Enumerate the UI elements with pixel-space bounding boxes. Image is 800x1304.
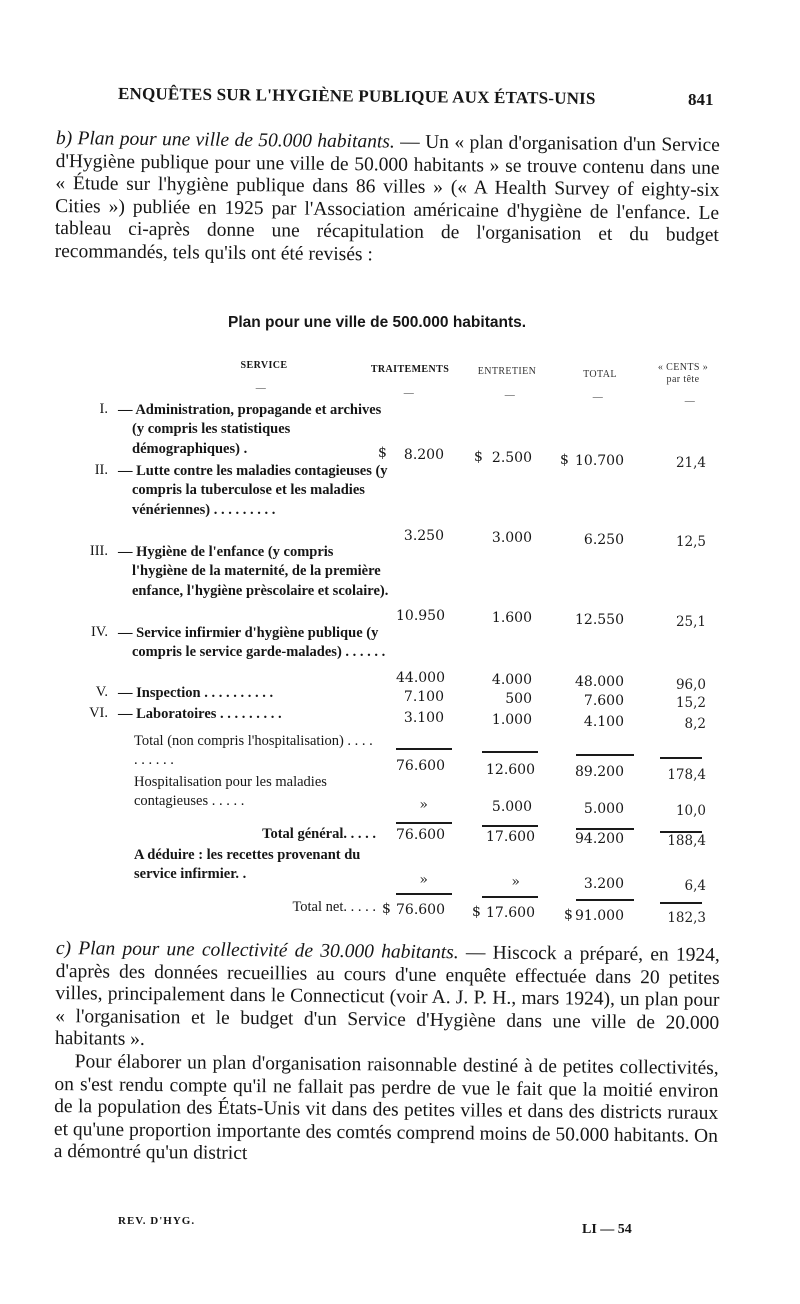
cents-value: 182,3 xyxy=(667,910,706,926)
table-title: Plan pour une ville de 500.000 habitants. xyxy=(228,314,527,331)
paragraph-c-body: — Hiscock a préparé, en 1924, d'après des données recueillies au cours d'une enquête effectuée dans 20 petites villes, principalement dans le Connecticut (voir A. J. P. H., mars 1924), un plan pour « l'organisation et le budget d'un Service d'Hygiène dans une ville de 20.000 habitants ». xyxy=(54,942,720,1051)
row-number: III. xyxy=(89,543,108,559)
sum-rule xyxy=(482,751,538,753)
total-value: 5.000 xyxy=(583,801,624,817)
total-value: 4.100 xyxy=(583,714,624,730)
traitements-value: » xyxy=(419,797,428,813)
cents-value: 96,0 xyxy=(675,677,706,693)
col-dash-total: — xyxy=(592,392,604,403)
entretien-value: 17.600 xyxy=(486,829,535,845)
entretien-value: 500 xyxy=(505,691,532,707)
entretien-value: 12.600 xyxy=(486,762,535,778)
traitements-value: 76.600 xyxy=(396,827,445,843)
row-label: Total (non compris l'hospitalisation) . . . . . . . . . . xyxy=(134,733,373,769)
total-value: 91.000 xyxy=(575,908,624,924)
sum-rule xyxy=(396,893,452,895)
page-number: 841 xyxy=(688,90,714,109)
col-dash-cents: — xyxy=(684,396,696,407)
col-dash-entretien: — xyxy=(504,390,516,401)
total-value: 3.200 xyxy=(583,876,624,892)
paragraph-c xyxy=(54,938,720,1171)
entretien-value: 1.600 xyxy=(491,610,532,626)
row-number: V. xyxy=(95,684,108,700)
row-number: II. xyxy=(94,462,108,478)
traitements-value: 10.950 xyxy=(396,608,445,624)
col-header-entretien: ENTRETIEN xyxy=(477,366,537,377)
col-header-total: TOTAL xyxy=(583,369,617,380)
entretien-value: 2.500 xyxy=(491,450,532,466)
total-value: 12.550 xyxy=(575,612,624,628)
traitements-value: 8.200 xyxy=(403,447,444,463)
dollar-sign: $ xyxy=(378,445,387,461)
row-label: Total général. . . . . xyxy=(262,826,376,842)
entretien-value: 3.000 xyxy=(491,530,532,546)
row-label: — Inspection . . . . . . . . . . xyxy=(118,685,274,701)
total-value: 7.600 xyxy=(583,693,624,709)
sum-rule xyxy=(576,828,634,830)
dollar-sign: $ xyxy=(382,901,391,917)
dollar-sign: $ xyxy=(474,449,483,465)
col-header-cents xyxy=(640,362,726,386)
col-header-service: SERVICE xyxy=(240,360,288,371)
total-value: 6.250 xyxy=(583,532,624,548)
entretien-value: 17.600 xyxy=(486,905,535,921)
sum-rule xyxy=(576,754,634,756)
col-header-cents-line1: « CENTS » xyxy=(657,362,709,373)
dollar-sign: $ xyxy=(472,904,481,920)
dollar-sign: $ xyxy=(564,907,573,923)
col-dash-traitements: — xyxy=(403,388,415,399)
cents-value: 15,2 xyxy=(675,695,706,711)
row-label: — Lutte contre les maladies contagieuses (y compris la tuberculose et les maladies vénériennes) . . . . . . . . . xyxy=(118,463,388,518)
entretien-value: 4.000 xyxy=(491,672,532,688)
paragraph-b-body: — Un « plan d'organisation d'un Service d'Hygiène publique pour une ville de 50.000 habitants » se trouve contenu dans une « Étude sur l'hygiène publique dans 86 villes » (« A Health Survey of eighty-six Cities ») publiée en 1925 par l'Association américaine d'hygiène de l'enfance. Le tableau ci-après donne une récapitulation de l'organisation et du budget recommandés, tels qu'ils ont été revisés : xyxy=(54,131,720,266)
sum-rule xyxy=(482,825,538,827)
col-header-cents-line2: par tête xyxy=(666,374,700,385)
sum-rule xyxy=(396,822,452,824)
row-number: I. xyxy=(99,401,108,417)
cents-value: 10,0 xyxy=(675,803,706,819)
total-value: 10.700 xyxy=(575,453,624,469)
sum-rule xyxy=(482,896,538,898)
total-value: 89.200 xyxy=(575,764,624,780)
col-header-traitements: TRAITEMENTS xyxy=(370,364,450,375)
paragraph-b-heading: b) Plan pour une ville de 50.000 habitants. xyxy=(55,128,395,153)
cents-value: 21,4 xyxy=(675,455,706,471)
row-label: — Administration, propagande et archives (y compris les statistiques démographiques) . xyxy=(118,402,382,457)
signature-mark: LI — 54 xyxy=(582,1222,632,1237)
traitements-value: 44.000 xyxy=(396,670,445,686)
row-label: A déduire : les recettes provenant du service infirmier. . xyxy=(134,847,361,883)
row-label: — Service infirmier d'hygiène publique (y compris le service garde-malades) . . . . . . xyxy=(118,625,386,661)
row-label: — Hygiène de l'enfance (y compris l'hygiène de la maternité, de la première enfance, l'hygiène prèscolaire et scolaire). xyxy=(118,544,389,599)
total-value: 48.000 xyxy=(575,674,624,690)
dollar-sign: $ xyxy=(560,452,569,468)
row-label: Hospitalisation pour les maladies contagieuses . . . . . xyxy=(134,774,327,810)
row-number: IV. xyxy=(90,624,108,640)
sum-rule xyxy=(660,757,702,759)
entretien-value: 1.000 xyxy=(491,712,532,728)
row-label: — Laboratoires . . . . . . . . . xyxy=(118,706,282,722)
sum-rule xyxy=(396,748,452,750)
sum-rule xyxy=(660,902,702,904)
cents-value: 188,4 xyxy=(667,833,706,849)
paragraph-c-continuation: Pour élaborer un plan d'organisation raisonnable destiné à de petites collectivités, on s'est rendu compte qu'il ne fallait pas perdre de vue le fait que la moitié environ de la population des États-Unis vit dans des petites villes et dans des districts ruraux et qu'une proportion importante des comtés comprend moins de 50.000 habitants. On a démontré qu'un district xyxy=(53,1051,719,1165)
row-label: Total net. . . . . xyxy=(292,899,376,915)
entretien-value: » xyxy=(511,874,520,890)
traitements-value: 3.100 xyxy=(403,710,444,726)
paragraph-b xyxy=(55,128,720,271)
row-number: VI. xyxy=(89,705,108,721)
journal-abbreviation: REV. D'HYG. xyxy=(118,1215,196,1227)
cents-value: 25,1 xyxy=(675,614,706,630)
traitements-value: 76.600 xyxy=(396,902,445,918)
cents-value: 8,2 xyxy=(684,716,706,732)
cents-value: 6,4 xyxy=(684,878,706,894)
running-title: ENQUÊTES SUR L'HYGIÈNE PUBLIQUE AUX ÉTATS-UNIS xyxy=(117,84,596,109)
cents-value: 178,4 xyxy=(667,767,706,783)
col-dash-service: — xyxy=(255,383,267,394)
traitements-value: 3.250 xyxy=(403,528,444,544)
total-value: 94.200 xyxy=(575,831,624,847)
traitements-value: » xyxy=(419,872,428,888)
cents-value: 12,5 xyxy=(675,534,706,550)
entretien-value: 5.000 xyxy=(491,799,532,815)
traitements-value: 76.600 xyxy=(396,758,445,774)
sum-rule xyxy=(576,899,634,901)
traitements-value: 7.100 xyxy=(403,689,444,705)
paragraph-c-heading: c) Plan pour une collectivité de 30.000 habitants. xyxy=(55,938,459,964)
